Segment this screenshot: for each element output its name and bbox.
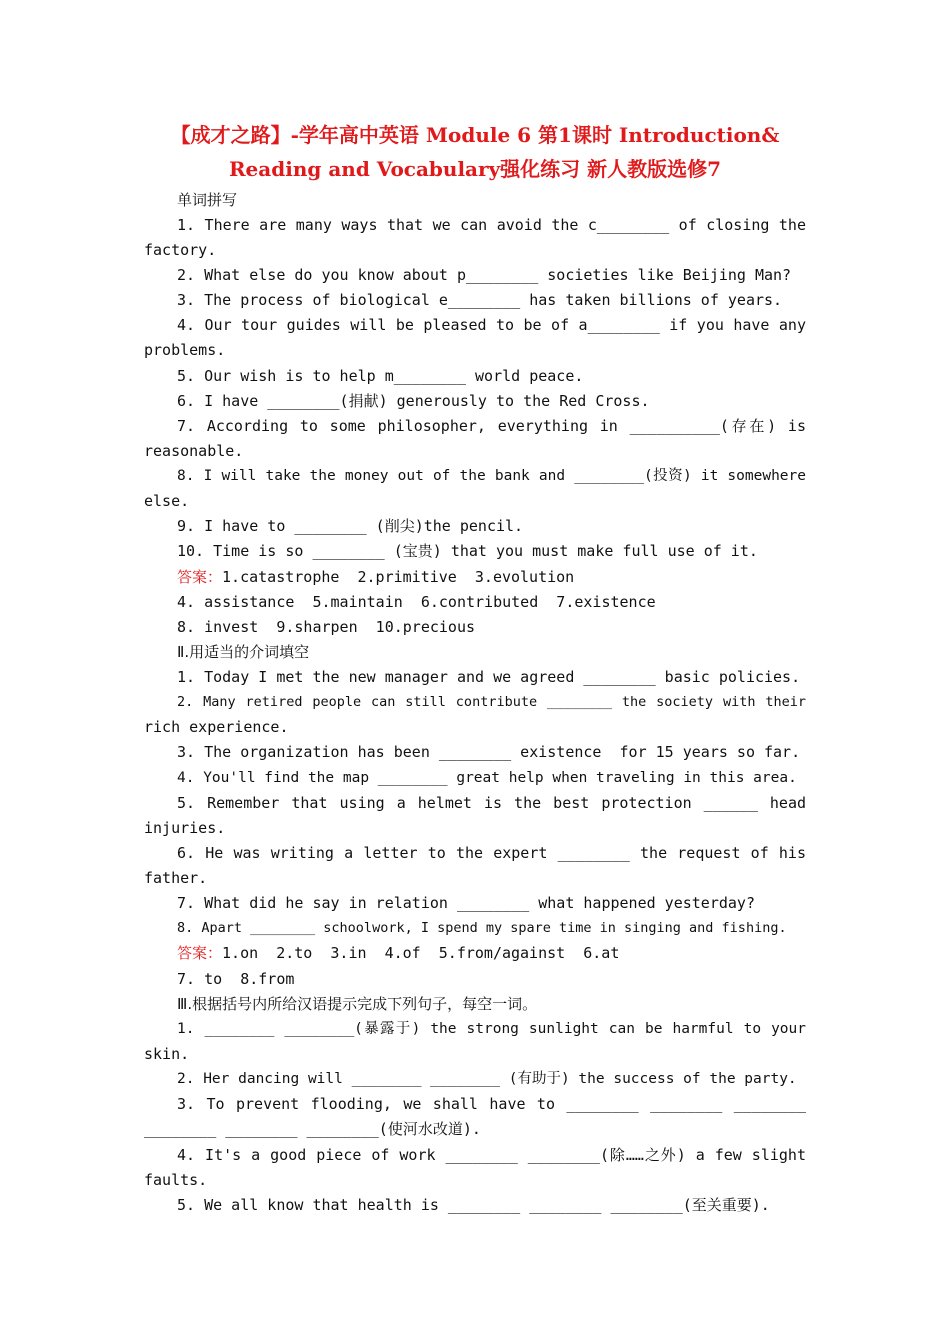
question-line: 1. Today I met the new manager and we agreed ________ basic policies. bbox=[177, 668, 801, 686]
question-line: else. bbox=[144, 492, 190, 510]
section-2-heading: Ⅱ.用适当的介词填空 bbox=[177, 643, 310, 661]
question-line: 6. I have ________(捐献) generously to the Red Cross. bbox=[177, 392, 650, 410]
answer-text: 1.catastrophe 2.primitive 3.evolution bbox=[222, 568, 575, 586]
question-line: 10. Time is so ________ (宝贵) that you must make full use of it. bbox=[177, 542, 758, 560]
question-line: 4. You'll find the map ________ great help when traveling in this area. bbox=[177, 770, 797, 786]
question-line: injuries. bbox=[144, 819, 226, 837]
question-line: reasonable. bbox=[144, 442, 244, 460]
question-line: father. bbox=[144, 869, 208, 887]
question-line: 4. It's a good piece of work ________ ________(除……之外) a few slight bbox=[177, 1146, 806, 1164]
answer-line: 4. assistance 5.maintain 6.contributed 7.existence bbox=[177, 593, 656, 611]
question-line: 4. Our tour guides will be pleased to be of a________ if you have any bbox=[177, 316, 806, 334]
question-line: 2. Many retired people can still contribute ________ the society with their bbox=[177, 694, 806, 710]
question-line: 1. There are many ways that we can avoid the c________ of closing the bbox=[177, 216, 806, 234]
answer-line: 7. to 8.from bbox=[177, 970, 295, 988]
question-line: 5. Our wish is to help m________ world peace. bbox=[177, 367, 584, 385]
question-line: skin. bbox=[144, 1045, 190, 1063]
answer-text: 1.on 2.to 3.in 4.of 5.from/against 6.at bbox=[222, 944, 620, 962]
question-line: 2. What else do you know about p________ societies like Beijing Man? bbox=[177, 266, 792, 284]
question-line: 3. The organization has been ________ existence for 15 years so far. bbox=[177, 743, 801, 761]
answer-label: 答案： bbox=[177, 568, 223, 586]
answer-line bbox=[177, 565, 806, 590]
section-1-heading: 单词拼写 bbox=[177, 191, 238, 209]
question-line: 7. According to some philosopher, everything in __________(存在) is bbox=[177, 417, 806, 435]
question-line: factory. bbox=[144, 241, 217, 259]
question-line: faults. bbox=[144, 1171, 208, 1189]
section-3-heading: Ⅲ.根据括号内所给汉语提示完成下列句子，每空一词。 bbox=[177, 995, 538, 1013]
question-line: rich experience. bbox=[144, 718, 289, 736]
question-line: 2. Her dancing will ________ ________ (有助于) the success of the party. bbox=[177, 1071, 797, 1087]
question-line: 3. To prevent flooding, we shall have to ________ ________ ________ bbox=[177, 1095, 806, 1113]
question-line: 5. Remember that using a helmet is the best protection ______ head bbox=[177, 794, 806, 812]
question-line: 7. What did he say in relation ________ what happened yesterday? bbox=[177, 894, 755, 912]
question-line: 3. The process of biological e________ has taken billions of years. bbox=[177, 291, 783, 309]
question-line: 1. ________ ________(暴露于) the strong sunlight can be harmful to your bbox=[177, 1021, 806, 1037]
answer-line: 8. invest 9.sharpen 10.precious bbox=[177, 618, 476, 636]
answer-line bbox=[177, 941, 806, 966]
question-line: 5. We all know that health is ________ ________ ________(至关重要). bbox=[177, 1196, 770, 1214]
document-title-line-1: 【成才之路】-学年高中英语 Module 6 第1课时 Introduction& bbox=[170, 123, 780, 147]
document-title-line-2: Reading and Vocabulary强化练习 新人教版选修7 bbox=[228, 157, 722, 181]
answer-label: 答案： bbox=[177, 944, 223, 962]
question-line: problems. bbox=[144, 341, 226, 359]
question-line: 6. He was writing a letter to the expert ________ the request of his bbox=[177, 844, 806, 862]
question-line: 9. I have to ________ (削尖)the pencil. bbox=[177, 517, 524, 535]
question-line: ________ ________ ________(使河水改道). bbox=[144, 1120, 481, 1138]
question-line: 8. I will take the money out of the bank and ________(投资) it somewhere bbox=[177, 468, 806, 484]
question-line: 8. Apart ________ schoolwork, I spend my spare time in singing and fishing. bbox=[177, 920, 787, 936]
